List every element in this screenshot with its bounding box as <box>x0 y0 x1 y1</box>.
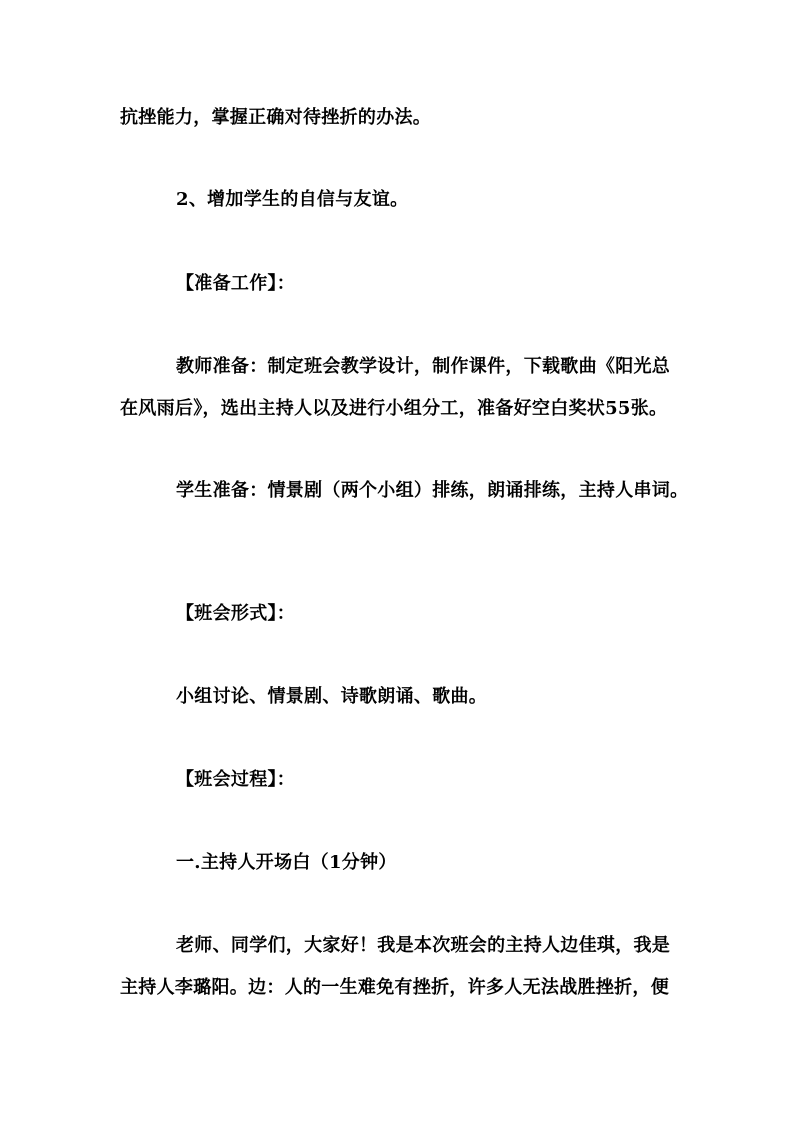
teacher-preparation-line-2: 在风雨后》，选出主持人以及进行小组分工，准备好空白奖状55张。 <box>120 398 668 419</box>
opening-speech-line-2: 主持人李璐阳。边：人的一生难免有挫折，许多人无法战胜挫折，便 <box>120 977 669 998</box>
objective-item-2: 2、增加学生的自信与友谊。 <box>176 189 409 210</box>
student-preparation: 学生准备：情景剧（两个小组）排练，朗诵排练，主持人串词。 <box>176 480 689 501</box>
section-host-opening: 一.主持人开场白（1分钟） <box>176 852 397 873</box>
opening-speech-line-1: 老师、同学们，大家好！我是本次班会的主持人边佳琪，我是 <box>176 935 671 956</box>
meeting-format-content: 小组讨论、情景剧、诗歌朗诵、歌曲。 <box>176 686 488 707</box>
paragraph-line-continuation: 抗挫能力，掌握正确对待挫折的办法。 <box>120 107 432 128</box>
heading-meeting-process: 【班会过程】： <box>176 769 296 790</box>
heading-meeting-format: 【班会形式】： <box>176 603 296 624</box>
heading-preparation: 【准备工作】： <box>176 273 296 294</box>
teacher-preparation-line-1: 教师准备：制定班会教学设计，制作课件，下载歌曲《阳光总 <box>176 356 671 377</box>
